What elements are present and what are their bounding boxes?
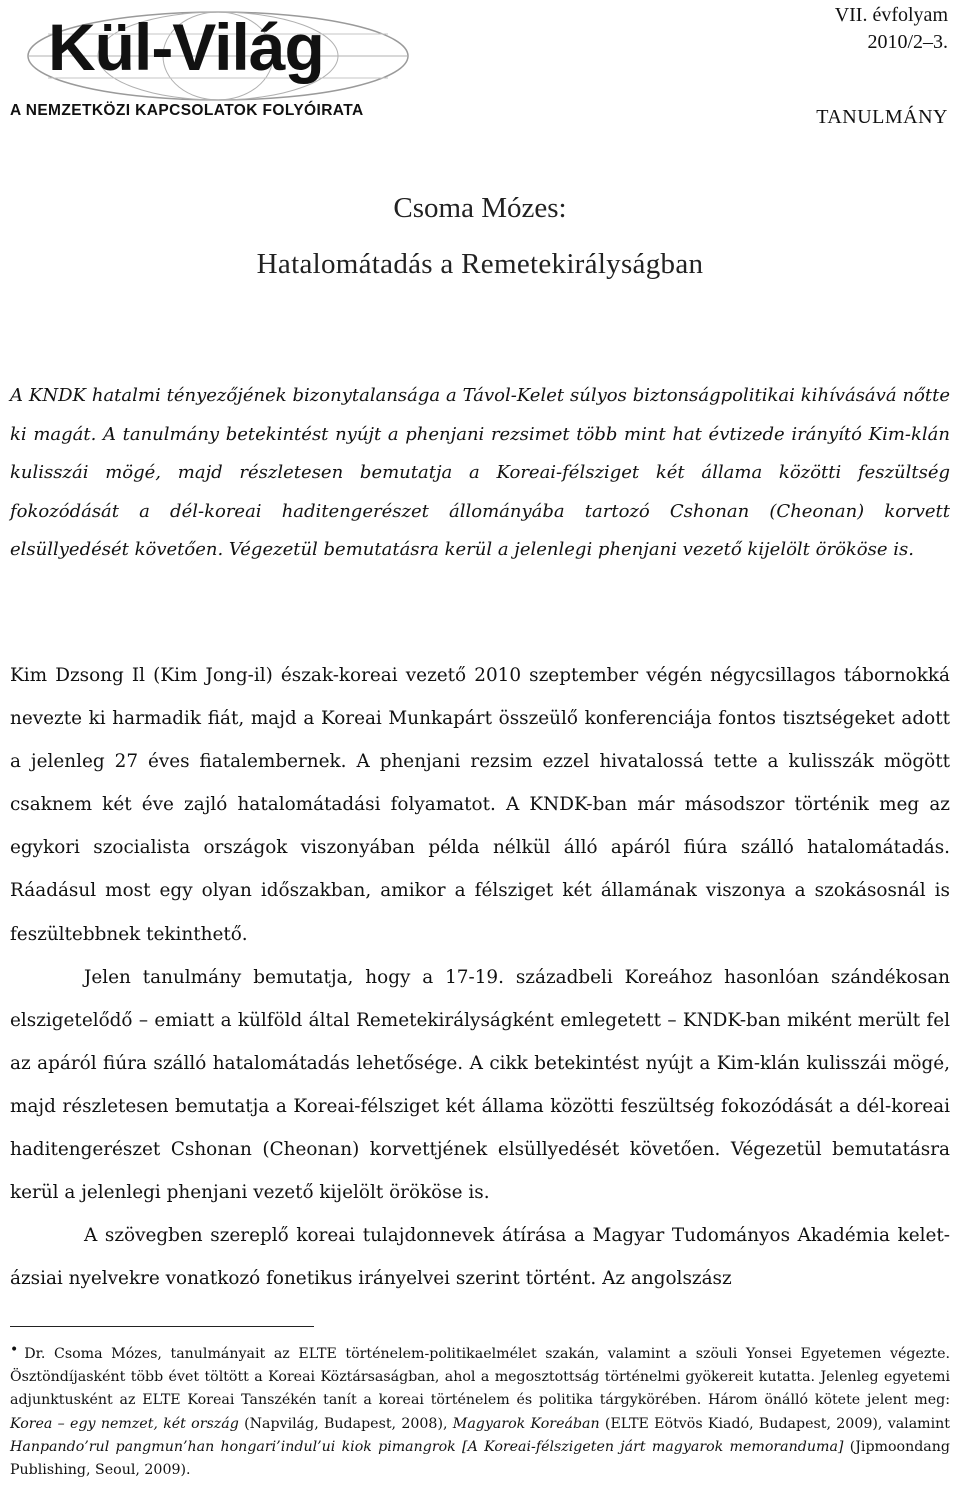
footnote-marker: •: [10, 1342, 19, 1358]
footnote-book-3: Hanpando’rul pangmun’han hongari’indul’ui kiok pimangrok [A Koreai-félszigeten járt magyarok memoranduma]: [10, 1438, 844, 1455]
article-title: Hatalomátadás a Remetekirályságban: [256, 248, 704, 280]
issue-label: 2010/2–3.: [867, 31, 948, 53]
issue-info: [816, 2, 948, 128]
abstract: A KNDK hatalmi tényezőjének bizonytalansága a Távol-Kelet súlyos biztonságpolitikai kihívásává nőtte ki magát. A tanulmány betekintést nyújt a phenjani rezsimet több mint hat évtizede irányító Kim-klán kulisszái mögé, majd részletesen bemutatja a Koreai-félsziget két állama közötti feszültség fokozódását a dél-koreai haditengerészet állományába tartozó Cshonan (Cheonan) korvett elsüllyedését követően. Végezetül bemutatásra kerül a jelenlegi phenjani vezető kijelölt örököse is.: [10, 385, 950, 561]
author-name: Csoma Mózes:: [393, 192, 567, 224]
footnote-text-4: (Jipmoondang Publishing, Seoul, 2009).: [10, 1438, 950, 1479]
body-text: [10, 654, 950, 1300]
footnote-book-2: Magyarok Koreában: [452, 1415, 600, 1432]
footnote-text-3: (ELTE Eötvös Kiadó, Budapest, 2009), valamint: [599, 1415, 950, 1432]
journal-logo: [8, 10, 428, 122]
footnote: [10, 1343, 950, 1482]
section-label: TANULMÁNY: [816, 106, 948, 128]
volume-label: VII. évfolyam: [834, 4, 948, 26]
logo-subtitle: A NEMZETKÖZI KAPCSOLATOK FOLYÓIRATA: [10, 102, 364, 119]
footnote-text-2: (Napvilág, Budapest, 2008),: [238, 1415, 453, 1432]
footnote-text-1: Dr. Csoma Mózes, tanulmányait az ELTE történelem-politikaelmélet szakán, valamint a szöuli Yonsei Egyetemen végezte. Ösztöndíjasként több évet töltött a Koreai Köztársaságban, ahol a megosztottság történelmi gyökereit kutatta. Jelenleg egyetemi adjunktusként az ELTE Koreai Tanszékén tanít a koreai történelem és politika tárgykörében. Három önálló kötete jelent meg:: [10, 1346, 950, 1409]
title-block: [0, 188, 960, 284]
logo-title: Kül-Világ: [48, 10, 324, 84]
body-paragraph-3: A szövegben szereplő koreai tulajdonnevek átírása a Magyar Tudományos Akadémia kelet-ázsiai nyelvekre vonatkozó fonetikus irányelvei szerint történt. Az angolszász: [10, 1225, 950, 1290]
footnote-separator: [10, 1326, 314, 1327]
footnote-book-1: Korea – egy nemzet, két ország: [10, 1415, 239, 1432]
body-paragraph-1: Kim Dzsong Il (Kim Jong-il) észak-koreai vezető 2010 szeptember végén négycsillagos tábornokká nevezte ki harmadik fiát, majd a Koreai Munkapárt összeülő konferenciája fontos tisztségeket adott a jelenleg 27 éves fiatalembernek. A phenjani rezsim ezzel hivatalossá tette a kulisszák mögött csaknem két éve zajló hatalomátadási folyamatot. A KNDK-ban már másodszor történik meg az egykori szocialista országok viszonyában példa nélkül álló apáról fiúra szálló hatalomátadás. Ráadásul most egy olyan időszakban, amikor a félsziget két államának viszonya a szokásosnál is feszültebbnek tekinthető.: [10, 665, 950, 945]
body-paragraph-2: Jelen tanulmány bemutatja, hogy a 17-19. századbeli Koreához hasonlóan szándékosan elszigetelődő – emiatt a külföld által Remetekirályságként emlegetett – KNDK-ban miként merült fel az apáról fiúra szálló hatalomátadás lehetősége. A cikk betekintést nyújt a Kim-klán kulisszái mögé, majd részletesen bemutatja a Koreai-félsziget két állama közötti feszültség fokozódását a dél-koreai haditengerészet Cshonan (Cheonan) korvettjének elsüllyedését követően. Végezetül bemutatásra kerül a jelenlegi phenjani vezető kijelölt örököse is.: [10, 966, 950, 1204]
